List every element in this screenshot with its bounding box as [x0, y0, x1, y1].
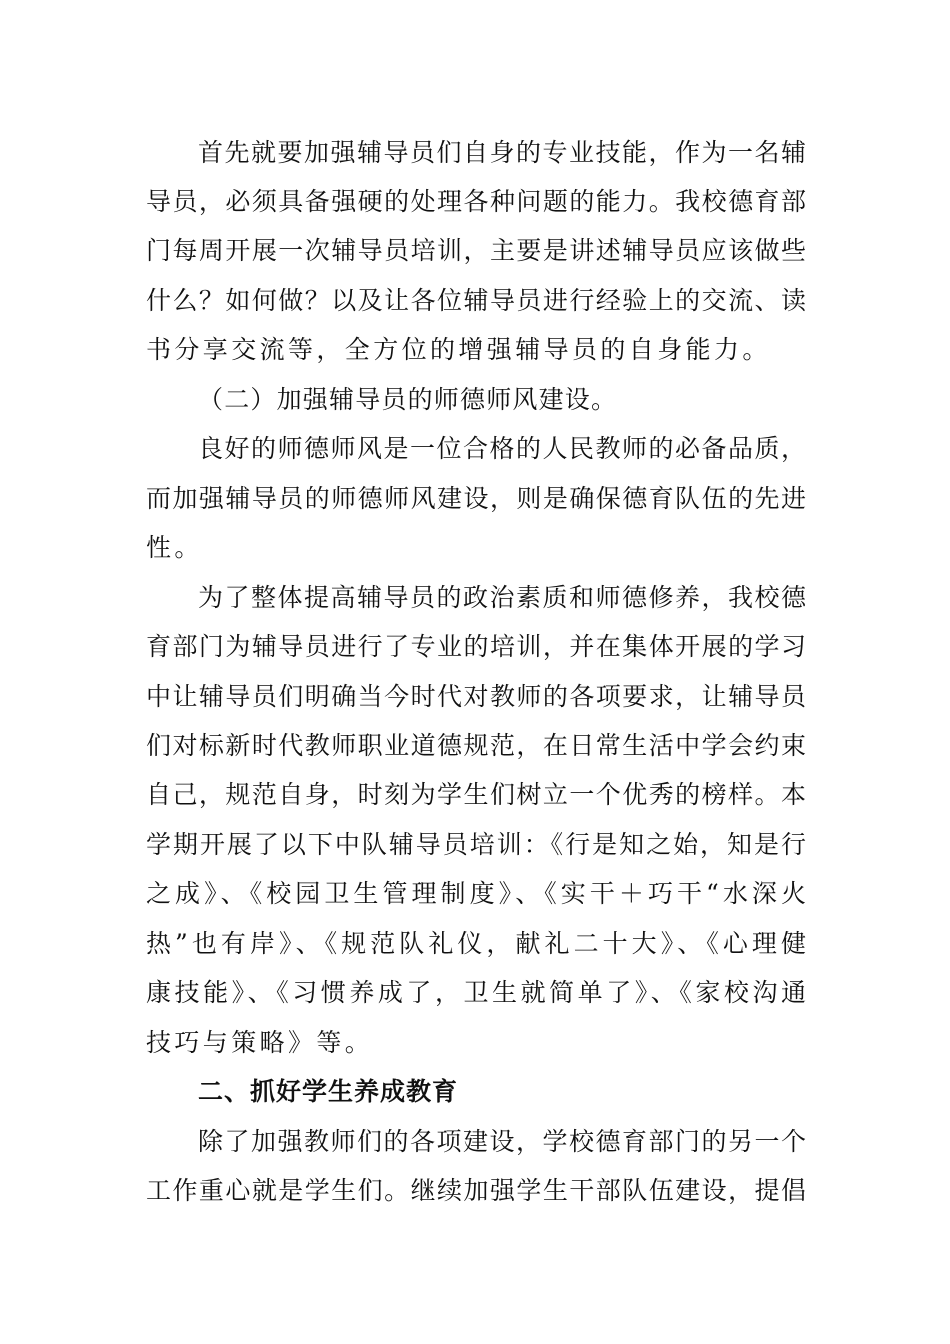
paragraph-line: 自己，规范自身，时刻为学生们树立一个优秀的榜样。本: [146, 780, 806, 809]
paragraph-line: 为了整体提高辅导员的政治素质和师德修养，我校德: [198, 583, 806, 612]
paragraph-line: 育部门为辅导员进行了专业的培训，并在集体开展的学习: [146, 632, 806, 661]
paragraph-line: 良好的师德师风是一位合格的人民教师的必备品质，: [198, 434, 806, 463]
paragraph-line: 首先就要加强辅导员们自身的专业技能，作为一名辅: [198, 138, 806, 167]
paragraph-line: 书分享交流等，全方位的增强辅导员的自身能力。: [146, 335, 771, 364]
section-heading: 二、抓好学生养成教育: [198, 1077, 459, 1106]
paragraph-line: 工作重心就是学生们。继续加强学生干部队伍建设，提倡: [146, 1176, 806, 1205]
section-subheading: （二）加强辅导员的师德师风建设。: [198, 385, 618, 414]
paragraph-line: 们对标新时代教师职业道德规范，在日常生活中学会约束: [146, 731, 806, 760]
paragraph-line: 性。: [146, 533, 203, 562]
paragraph-line: 康技能》、《习惯养成了，卫生就简单了》、《家校沟通: [146, 978, 806, 1007]
paragraph-line: 学期开展了以下中队辅导员培训：《行是知之始，知是行: [146, 830, 806, 859]
paragraph-line: 导员，必须具备强硬的处理各种问题的能力。我校德育部: [146, 187, 806, 216]
paragraph-line: 门每周开展一次辅导员培训，主要是讲述辅导员应该做些: [146, 236, 806, 265]
paragraph-line: 中让辅导员们明确当今时代对教师的各项要求，让辅导员: [146, 682, 806, 711]
paragraph-line: 除了加强教师们的各项建设，学校德育部门的另一个: [198, 1127, 806, 1156]
paragraph-line: 热”也有岸》、《规范队礼仪，献礼二十大》、《心理健: [146, 929, 806, 958]
paragraph-line: 而加强辅导员的师德师风建设，则是确保德育队伍的先进: [146, 484, 806, 513]
paragraph-line: 技巧与策略》等。: [146, 1028, 374, 1057]
paragraph-line: 之成》、《校园卫生管理制度》、《实干＋巧干“水深火: [146, 879, 806, 908]
paragraph-line: 什么？如何做？以及让各位辅导员进行经验上的交流、读: [146, 286, 806, 315]
